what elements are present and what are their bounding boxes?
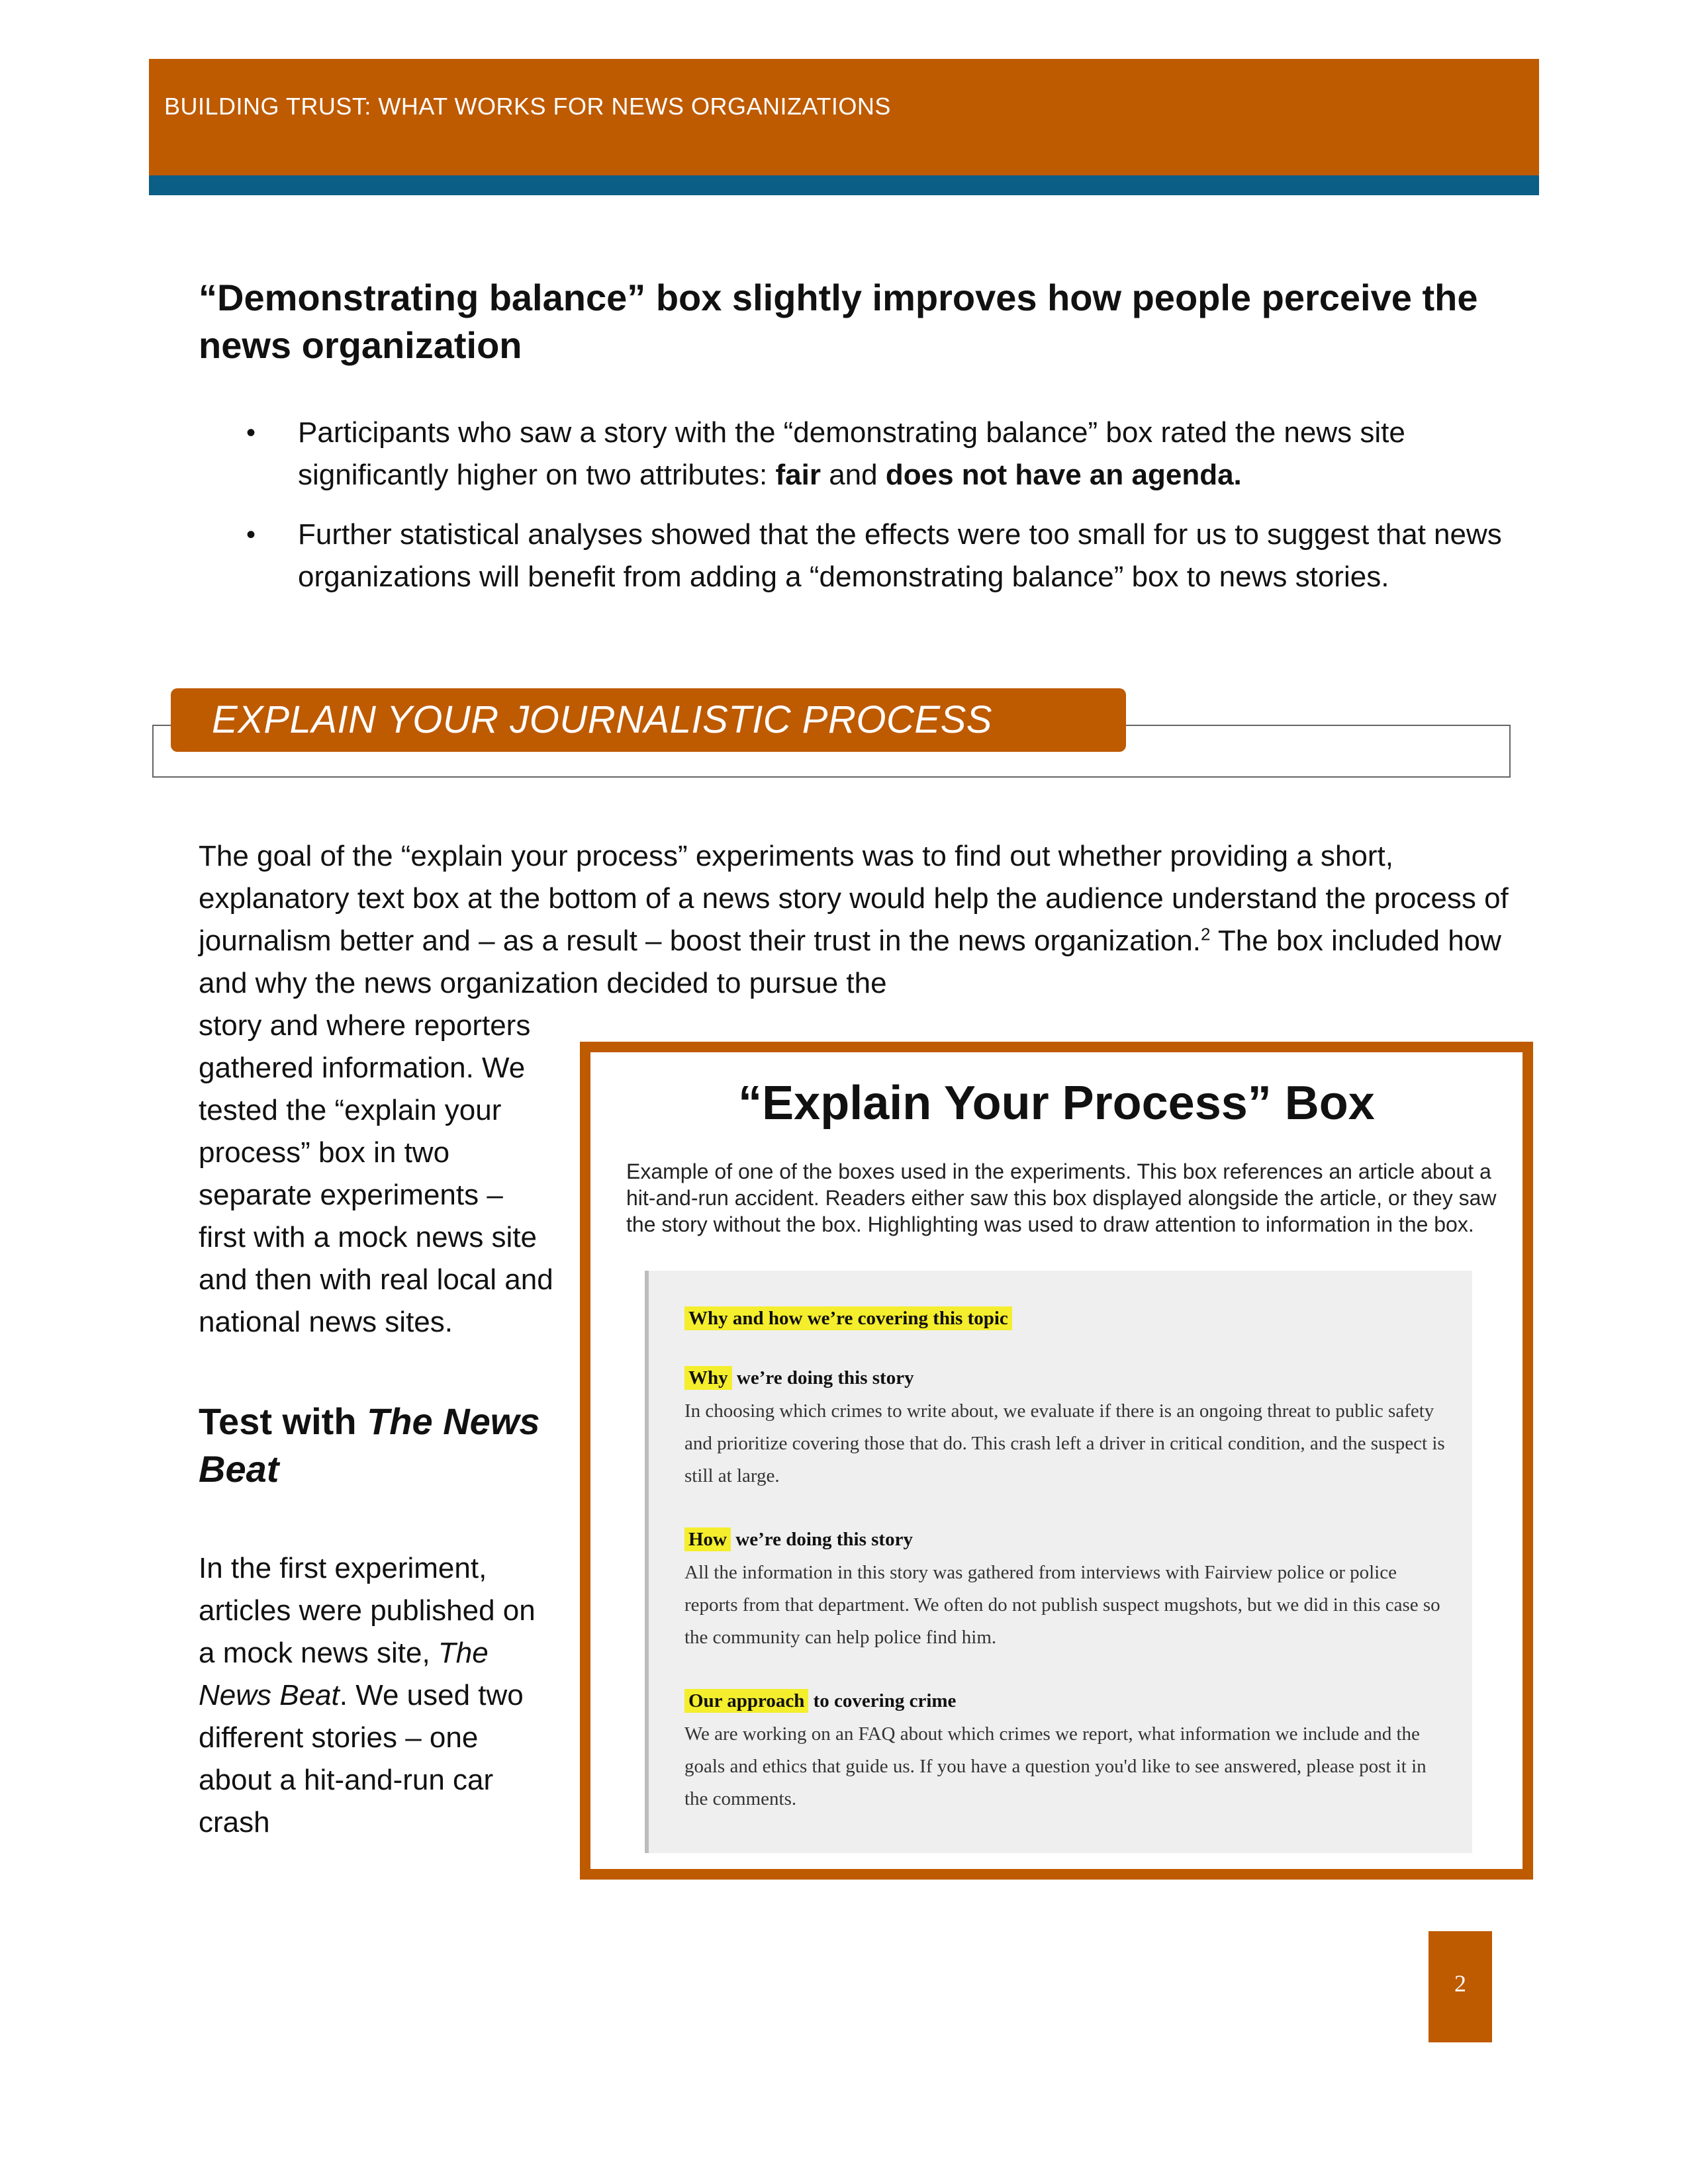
subheading-text: Test with (199, 1400, 367, 1442)
section-body: All the information in this story was gathered from interviews with Fairview police or police reports from that department. We often do not publish suspect mugshots, but we did in this case so the community can help police find him. (684, 1562, 1440, 1648)
figure-title: “Explain Your Process” Box (738, 1077, 1375, 1130)
bullet-bold-agenda: does not have an agenda. (885, 459, 1242, 491)
bullet-text: Participants who saw a story with the “demonstrating balance” box rated the news site significantly higher on two attributes: (298, 416, 1405, 491)
example-box-heading (684, 1305, 1446, 1332)
example-box-section-why (684, 1365, 1446, 1492)
highlight-why: Why (684, 1366, 732, 1390)
list-item (199, 412, 1516, 496)
section-banner-title: EXPLAIN YOUR JOURNALISTIC PROCESS (212, 698, 992, 741)
footnote-marker: 2 (1200, 924, 1211, 944)
page-number-badge (1429, 1931, 1492, 2042)
section-heading-rest: to covering crime (808, 1690, 957, 1711)
bullet-text: Further statistical analyses showed that the effects were too small for us to suggest that news organizations will benefit from adding a “demonstrating balance” box to news stories. (298, 518, 1502, 593)
highlighted-heading: Why and how we’re covering this topic (684, 1306, 1012, 1330)
section-heading-rest: we’re doing this story (731, 1367, 914, 1388)
bullet-text-and: and (820, 459, 886, 491)
section-heading-rest: we’re doing this story (731, 1529, 913, 1550)
figure-caption: Example of one of the boxes used in the experiments. This box references an article about a hit-and-run accident. Readers either saw this box displayed alongside the article, or they saw the story without the box. Highlighting was used to draw attention to information in the box. (626, 1160, 1497, 1236)
left-column-paragraph: story and where reporters gathered information. We tested the “explain your process” box in two separate experiments – first with a mock news site and then with real local and national news sites. (199, 1009, 553, 1338)
intro-text-continued: The box included how and why the news organization decided to pursue the (199, 925, 1501, 999)
section-banner (171, 688, 1126, 752)
bullet-bold-fair: fair (775, 459, 821, 491)
left-column-paragraph-2 (199, 1547, 556, 1844)
intro-text: The goal of the “explain your process” experiments was to find out whether providing a short, explanatory text box at the bottom of a news story would help the audience understand the process of journalism better and – as a result – boost their trust in the news organization. (199, 840, 1509, 957)
section-body: In choosing which crimes to write about, we evaluate if there is an ongoing threat to public safety and prioritize covering those that do. This crash left a driver in critical condition, and the suspect is still at large. (684, 1400, 1445, 1486)
left-column (199, 1005, 556, 1844)
subheading-italic: The News Beat (199, 1400, 540, 1490)
section-body: We are working on an FAQ about which crimes we report, what information we include and the goals and ethics that guide us. If you have a question you'd like to see answered, please post it in the comments. (684, 1723, 1427, 1809)
bullet-glyph: • (246, 418, 256, 447)
para2-italic: The News Beat (199, 1637, 489, 1711)
subheading (199, 1398, 556, 1493)
list-item (199, 514, 1516, 598)
findings-list (199, 412, 1516, 615)
para2-text: In the first experiment, articles were published on a mock news site, (199, 1552, 536, 1669)
bullet-glyph: • (246, 520, 256, 549)
highlight-approach: Our approach (684, 1689, 808, 1713)
example-box (645, 1271, 1472, 1853)
para2-text-end: . We used two different stories – one about a hit-and-run car crash (199, 1679, 524, 1839)
header-stripe (149, 175, 1539, 195)
page-number: 2 (1454, 1970, 1466, 1997)
explain-process-figure (580, 1042, 1533, 1880)
example-box-section-approach (684, 1688, 1446, 1815)
intro-paragraph (199, 835, 1523, 1005)
section-headline: “Demonstrating balance” box slightly improves how people perceive the news organization (199, 277, 1478, 366)
example-box-section-how (684, 1526, 1446, 1654)
highlight-how: How (684, 1527, 731, 1551)
running-header: BUILDING TRUST: WHAT WORKS FOR NEWS ORGANIZATIONS (164, 93, 891, 120)
